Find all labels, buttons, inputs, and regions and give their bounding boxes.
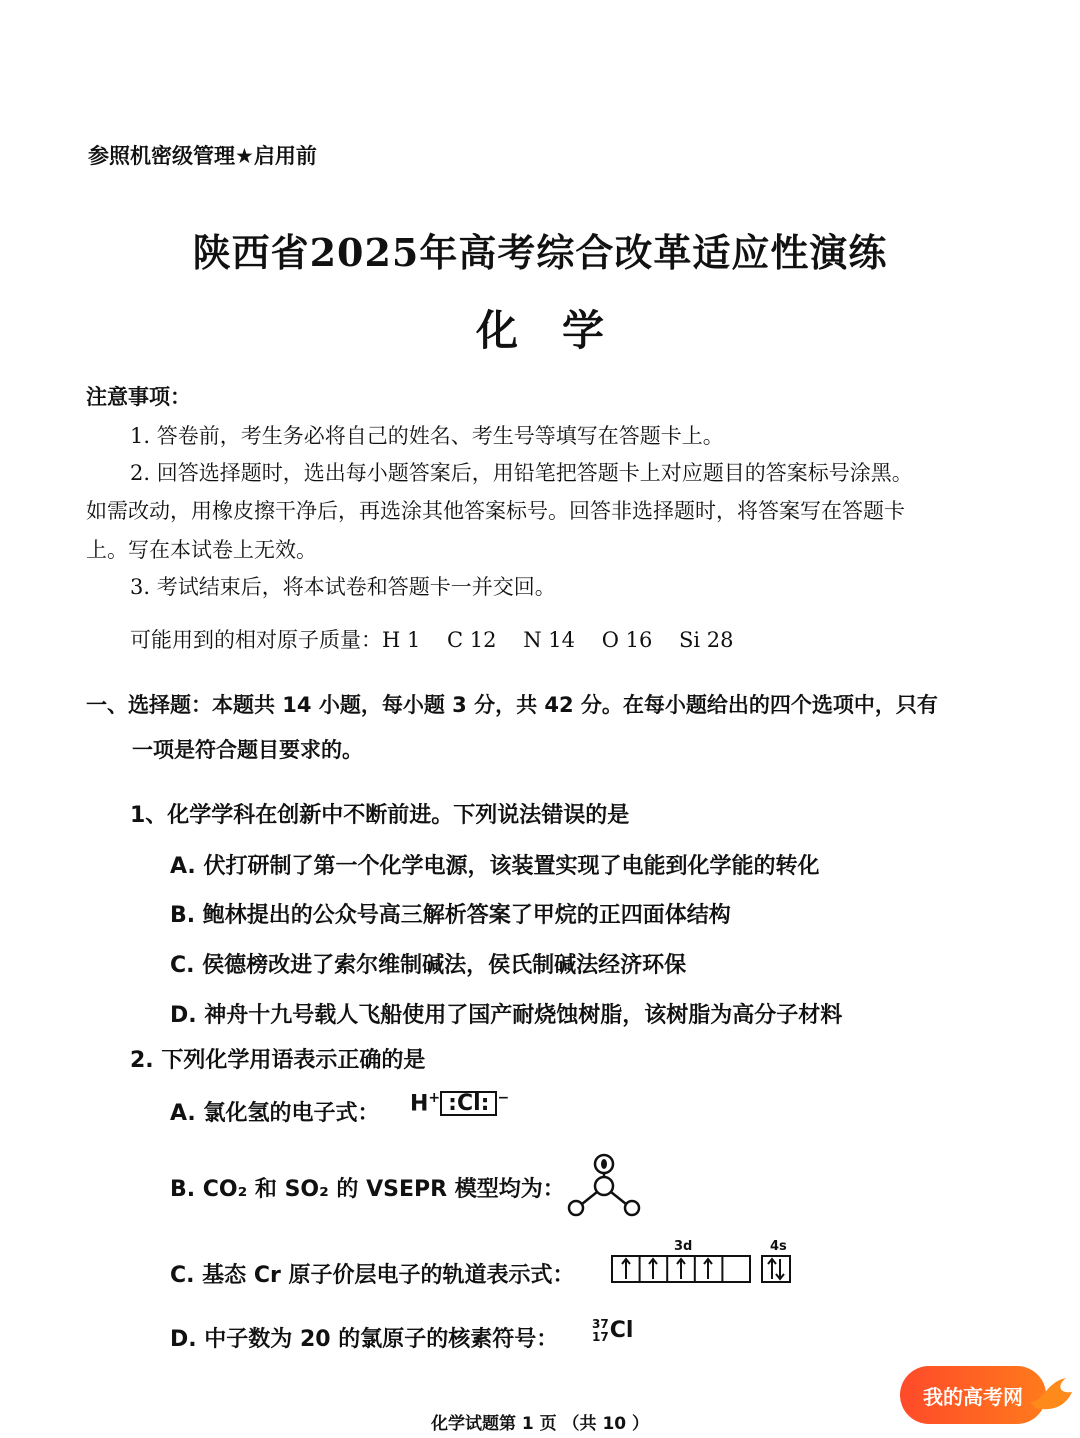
watermark-flame-icon <box>1026 1372 1076 1426</box>
nuclide-atomic-number: 17 <box>592 1330 609 1344</box>
orbital-3d-label: 3d <box>674 1239 693 1254</box>
hcl-minus: − <box>497 1090 510 1106</box>
page-footer: 化学试题第 1 页 （共 10 ） <box>430 1414 650 1434</box>
notice-heading: 注意事项： <box>86 385 191 409</box>
nuclide-symbol <box>592 1318 633 1344</box>
notice-item-2-line-3: 上。写在本试卷上无效。 <box>86 538 317 562</box>
hcl-h: H <box>410 1091 429 1117</box>
question-1-stem: 1、化学学科在创新中不断前进。下列说法错误的是 <box>130 803 630 828</box>
nuclide-element: Cl <box>609 1318 634 1343</box>
question-2-option-a: A. 氯化氢的电子式： <box>170 1101 380 1126</box>
subject-title: 化学 <box>475 306 648 355</box>
orbital-4s-label: 4s <box>770 1239 787 1254</box>
notice-item-3: 3. 考试结束后，将本试卷和答题卡一并交回。 <box>130 575 556 599</box>
cr-orbital-diagram <box>610 1236 800 1294</box>
nuclide-mass-number: 37 <box>592 1317 609 1331</box>
question-1-option-a: A. 伏打研制了第一个化学电源，该装置实现了电能到化学能的转化 <box>170 854 820 879</box>
question-2-stem: 2. 下列化学用语表示正确的是 <box>130 1048 426 1073</box>
hcl-plus: + <box>428 1090 441 1106</box>
question-1-option-d: D. 神舟十九号载人飞船使用了国产耐烧蚀树脂，该树脂为高分子材料 <box>170 1003 843 1028</box>
exam-title: 陕西省2025年高考综合改革适应性演练 <box>192 230 888 275</box>
question-2-option-d: D. 中子数为 20 的氯原子的核素符号： <box>170 1327 559 1352</box>
vsepr-model-icon <box>560 1150 650 1224</box>
question-2-option-c: C. 基态 Cr 原子价层电子的轨道表示式： <box>170 1263 575 1288</box>
section-heading-line-2: 一项是符合题目要求的。 <box>132 738 363 762</box>
notice-item-1: 1. 答卷前，考生务必将自己的姓名、考生号等填写在答题卡上。 <box>130 424 724 448</box>
question-1-option-b: B. 鲍林提出的公众号高三解析答案了甲烷的正四面体结构 <box>170 903 731 928</box>
question-2-option-b: B. CO₂ 和 SO₂ 的 VSEPR 模型均为： <box>170 1177 565 1202</box>
question-1-option-c: C. 侯德榜改进了索尔维制碱法，侯氏制碱法经济环保 <box>170 953 687 978</box>
hcl-cl: Cl <box>456 1091 481 1117</box>
notice-item-2-line-1: 2. 回答选择题时，选出每小题答案后，用铅笔把答题卡上对应题目的答案标号涂黑。 <box>130 461 913 485</box>
section-heading-line-1: 一、选择题：本题共 14 小题，每小题 3 分，共 42 分。在每小题给出的四个选项中，只有 <box>86 693 938 717</box>
watermark-badge: 我的高考网 <box>900 1366 1046 1424</box>
hcl-bracket: :Cl: <box>440 1091 497 1116</box>
notice-item-2-line-2: 如需改动，用橡皮擦干净后，再选涂其他答案标号。回答非选择题时，将答案写在答题卡 <box>86 499 905 523</box>
hcl-electron-formula <box>410 1090 509 1116</box>
atomic-masses: 可能用到的相对原子质量：H 1 C 12 N 14 O 16 Si 28 <box>130 628 734 652</box>
confidential-label: 参照机密级管理★启用前 <box>88 144 317 168</box>
